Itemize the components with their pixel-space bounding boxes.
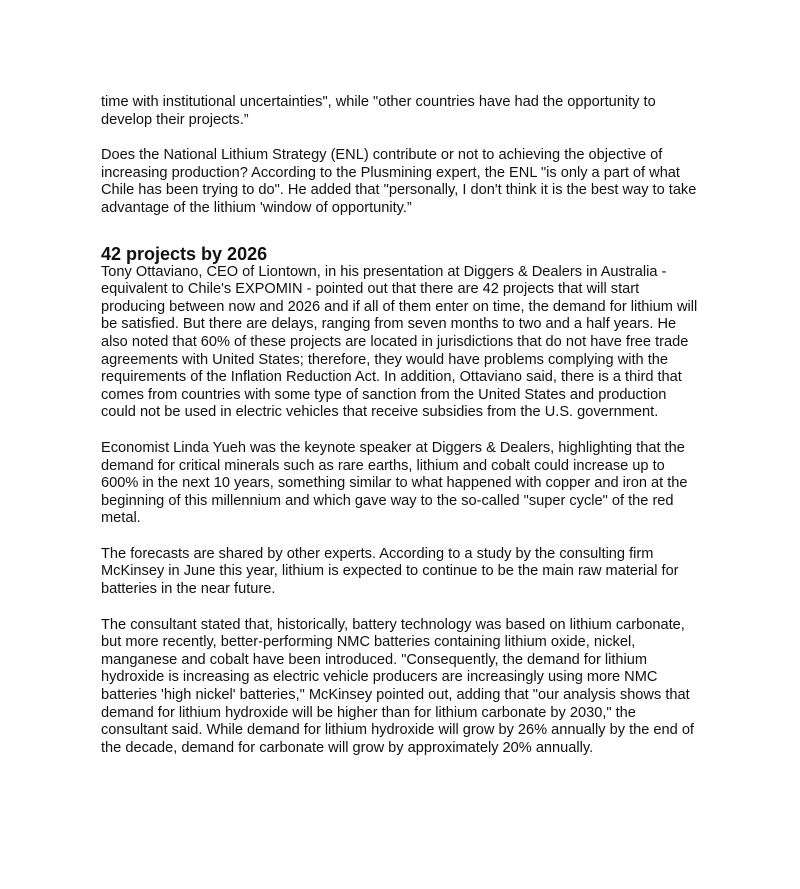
paragraph-intro-quote: time with institutional uncertainties", while "other countries have had the opportunity to develop their projects.” <box>101 94 656 128</box>
document-page <box>101 94 701 775</box>
spacer <box>101 236 701 244</box>
paragraph-forecasts: The forecasts are shared by other experts. According to a study by the consulting firm McKinsey in June this year, lithium is expected to continue to be the main raw material for batteries in the near future. <box>101 545 679 598</box>
section-heading: 42 projects by 2026 <box>101 243 268 264</box>
paragraph-ottaviano: Tony Ottaviano, CEO of Liontown, in his presentation at Diggers & Dealers in Australia - equivalent to Chile's EXPOMIN - pointed out that there are 42 projects that will start producing between now and 2026 and if all of them enter on time, the demand for lithium will be satisfied. But there are delays, ranging from seven months to two and a half years. He also noted that 60% of these projects are located in jurisdictions that do not have free trade agreements with United States; therefore, they would have problems complying with the requirements of the Inflation Reduction Act. In addition, Ottaviano said, there is a third that comes from countries with some type of sanction from the United States and production could not be used in electric vehicles that receive subsidies from the U.S. government. <box>101 263 698 421</box>
paragraph-enl-question: Does the National Lithium Strategy (ENL) contribute or not to achieving the objective of increasing production? According to the Plusmining expert, the ENL "is only a part of what Chile has been trying to do". He added that "personally, I don't think it is the best way to take advantage of the lithium 'window of opportunity.” <box>101 147 697 216</box>
paragraph-yueh: Economist Linda Yueh was the keynote speaker at Diggers & Dealers, highlighting that the demand for critical minerals such as rare earths, lithium and cobalt could increase up to 600% in the next 10 years, something similar to what happened with copper and iron at the beginning of this millennium and which gave way to the so-called "super cycle" of the red metal. <box>101 439 688 527</box>
paragraph-mckinsey: The consultant stated that, historically, battery technology was based on lithium carbonate, but more recently, better-performing NMC batteries containing lithium oxide, nickel, manganese and cobalt have been introduced. "Consequently, the demand for lithium hydroxide is increasing as electric vehicle producers are increasingly using more NMC batteries 'high nickel' batteries," McKinsey pointed out, adding that "our analysis shows that demand for lithium hydroxide will be higher than for lithium carbonate by 2030," the consultant said. While demand for lithium hydroxide will grow by 26% annually by the end of the decade, demand for carbonate will grow by approximately 20% annually. <box>101 616 694 756</box>
